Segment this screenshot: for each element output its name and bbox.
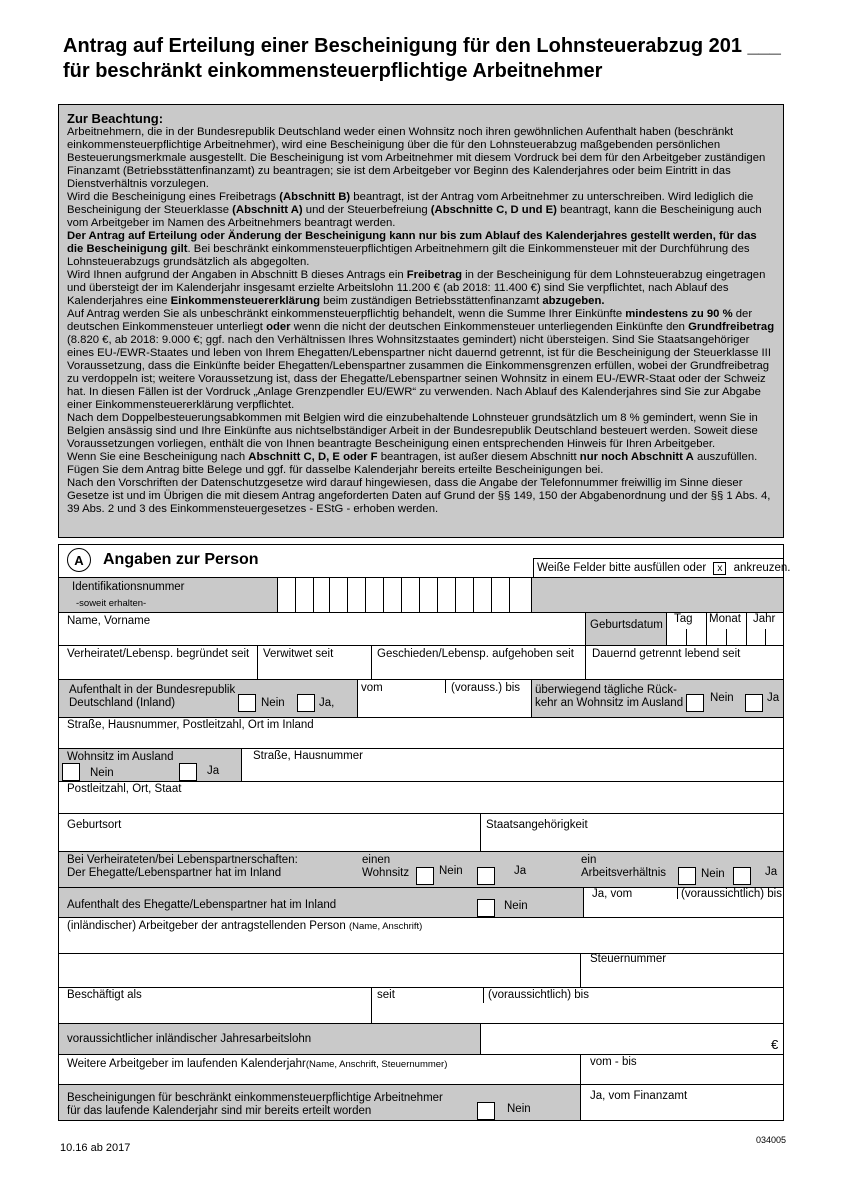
abroad-city-label: Postleitzahl, Ort, Staat [67,783,182,795]
stay-period-input[interactable] [358,693,530,717]
currency-euro: € [771,1037,779,1052]
spouse-employment-yes-label: Ja [765,866,778,878]
widowed-since-label: Verwitwet seit [263,648,334,660]
abroad-street-input[interactable] [242,763,784,781]
spouse-stay-label: Aufenthalt des Ehegatte/Lebenspartner hat im Inland [67,899,337,911]
stay-until-label: (vorauss.) bis [451,682,521,694]
abroad-yes-label: Ja [207,765,220,777]
day-label: Tag [674,613,693,625]
form-title-line1: Antrag auf Erteilung einer Bescheinigung für den Lohnsteuerabzug 201 ___ [63,35,781,57]
birthdate-label: Geburtsdatum [590,619,663,631]
certificates-office-input[interactable] [581,1105,784,1120]
notice-body [67,126,775,516]
month-label: Monat [709,613,741,625]
stay-yes-label: Ja, [319,697,335,709]
employment-inputs[interactable] [59,1003,784,1023]
abroad-no-label: Nein [90,767,114,779]
abroad-residence-label: Wohnsitz im Ausland [67,751,174,763]
spouse-stay-no-label: Nein [504,900,528,912]
spouse-stay-period-input[interactable] [584,901,784,917]
separated-since-label: Dauernd getrennt lebend seit [592,648,741,660]
spouse-employment-no-checkbox[interactable] [678,867,696,885]
return-yes-label: Ja [767,692,780,704]
fill-hint: Weiße Felder bitte ausfüllen oder x ankreuzen. [537,562,791,574]
notice-paragraph: Auf Antrag werden Sie als unbeschränkt einkommensteuerpflichtig behandelt, wenn die Summe Ihrer Einkünfte mindestens zu 90 % der deutschen Einkommensteuer unterliegt oder wenn die nicht der deutschen Einkommensteuer unterliegenden Einkünfte den Grundfreibetrag (8.820 €, ab 2018: 9.000 €; ggf. nach den Verhältnissen Ihres Wohnsitzstaates gemindert) nicht übersteigen. Sind Sie Staatsangehöriger eines EU-/EWR-Staates und leben von Ihrem Ehegatten/Lebenspartner nicht dauernd getrennt, ist für die Bescheinigung der Steuerklasse III Voraussetzung, dass die Einkünfte beider Ehegatten/Lebenspartner zusammen die Einkommensgrenzen erfüllen, wobei der Grundfreibetrag zu verdoppeln ist; weitere Voraussetzung ist, dass der Ehegatte/Lebenspartner seinen Wohnsitz in einem EU-/EWR-Staat oder der Schweiz hat. In diesen Fällen ist der Vordruck „Anlage Grenzpendler EU/EWR“ zu verwenden. Nach Ablauf des Kalenderjahres sind Sie zur Abgabe einer Einkommensteuererklärung verpflichtet. [67,308,775,411]
spouse-residence-no-checkbox[interactable] [416,867,434,885]
daily-return-label: überwiegend tägliche Rück- kehr an Wohnsitz im Ausland [535,684,684,709]
birthplace-label: Geburtsort [67,819,122,831]
abroad-city-input[interactable] [59,782,784,813]
section-a-title: Angaben zur Person [103,551,259,568]
spouse-stay-from-label: Ja, vom [592,888,633,900]
form-number: 034005 [756,1135,787,1145]
form-title [63,34,781,84]
nationality-label: Staatsangehörigkeit [486,819,588,831]
notice-paragraph: Wenn Sie eine Bescheinigung nach Abschnitt C, D, E oder F beantragen, ist außer diesem Abschnitt nur noch Abschnitt A auszufüllen. Fügen Sie dem Antrag bitte Belege und ggf. für dasselbe Kalenderjahr bereits erteilte Bescheinigungen bei. [67,451,758,476]
form-version: 10.16 ab 2017 [60,1142,131,1154]
abroad-yes-checkbox[interactable] [179,763,197,781]
certificates-no-label: Nein [507,1103,531,1115]
married-since-label: Verheiratet/Lebensp. begründet seit [67,648,250,660]
spouse-residence-yes-checkbox[interactable] [477,867,495,885]
employed-since-label: seit [377,989,395,1001]
employed-until-label: (voraussichtlich) bis [488,989,589,1001]
return-no-checkbox[interactable] [686,694,704,712]
notice-paragraph: Wird Ihnen aufgrund der Angaben in Abschnitt B dieses Antrags ein Freibetrag in der Bescheinigung für dem Lohnsteuerabzug eingetragen und übersteigt der im Kalenderjahr insgesamt erzielte Arbeitslohn 11.200 € (ab 2018: 11.400 €) sind Sie verpflichtet, nach Ablauf des Kalenderjahres eine Einkommensteuererklärung beim zuständigen Betriebsstättenfinanzamt abzugeben. [67,269,766,307]
stay-yes-checkbox[interactable] [297,694,315,712]
spouse-employment-yes-checkbox[interactable] [733,867,751,885]
id-sub-label: -soweit erhalten- [76,598,147,609]
other-employers-period-label: vom - bis [590,1056,637,1068]
certificates-no-checkbox[interactable] [477,1102,495,1120]
other-employers-label: Weitere Arbeitgeber im laufenden Kalenderjahr(Name, Anschrift, Steuernummer) [67,1058,448,1070]
abroad-no-checkbox[interactable] [62,763,80,781]
inland-address-label: Straße, Hausnummer, Postleitzahl, Ort im Inland [67,719,314,731]
section-a-form [58,544,791,1121]
spouse-residence-no-label: Nein [439,865,463,877]
birthplace-nationality-inputs[interactable] [59,832,784,851]
id-label: Identifikationsnummer [72,581,185,593]
notice-paragraph: Nach dem Doppelbesteuerungsabkommen mit Belgien wird die einzubehaltende Lohnsteuer grundsätzlich um 8 % gemindert, wenn Sie in Belgien ansässig sind und Ihre Einkünfte aus nichtselbständiger Arbeit in der Bundesrepublik Deutschland besteuert werden. Soweit diese Voraussetzungen vorliegen, enthält die von Ihnen beantragte Bescheinigung einen entsprechenden Hinweis für Ihren Arbeitgeber. [67,412,758,450]
employer-label: (inländischer) Arbeitgeber der antragstellenden Person (Name, Anschrift) [67,920,423,932]
stay-no-label: Nein [261,697,285,709]
abroad-street-label: Straße, Hausnummer [253,750,363,762]
other-employers-input[interactable] [59,1071,784,1084]
inland-address-input[interactable] [59,718,784,748]
notice-paragraph: Arbeitnehmern, die in der Bundesrepublik Deutschland weder einen Wohnsitz noch ihren gewöhnlichen Aufenthalt haben (beschränkt einkommensteuerpflichtige Arbeitnehmer), wird eine Bescheinigung über die für den Lohnsteuerabzug maßgebenden persönlichen Besteuerungsmerkmale ausgestellt. Die Bescheinigung ist vom Arbeitnehmer mit diesem Vordruck bei dem für den Arbeitgeber zuständigen Finanzamt (Betriebsstättenfinanzamt) zu beantragen; sie ist dem Arbeitgeber vor Beginn des Kalenderjahres oder beim Eintritt in das Dienstverhältnis vorzulegen. [67,126,766,190]
spouse-inland-label: Bei Verheirateten/bei Lebenspartnerschaften: Der Ehegatte/Lebenspartner hat im Inland [67,854,298,879]
spouse-employment-no-label: Nein [701,868,725,880]
x-sample-box: x [713,562,726,575]
section-a-badge: A [67,548,91,572]
marital-status-inputs[interactable] [59,646,784,679]
spouse-residence-yes-label: Ja [514,865,527,877]
certificates-label: Bescheinigungen für beschränkt einkommensteuerpflichtige Arbeitnehmer für das laufende Kalenderjahr sind mir bereits erteilt worden [67,1092,443,1117]
name-input[interactable] [59,613,585,645]
spouse-residence-label: einen Wohnsitz [362,854,410,879]
spouse-stay-no-checkbox[interactable] [477,899,495,917]
notice-heading: Zur Beachtung: [67,111,164,126]
return-yes-checkbox[interactable] [745,694,763,712]
divorced-since-label: Geschieden/Lebensp. aufgehoben seit [377,648,574,660]
stay-inland-label: Aufenthalt in der Bundesrepublik Deutschland (Inland) [69,684,236,709]
notice-box [58,104,784,538]
birthdate-input[interactable] [667,613,784,645]
name-label: Name, Vorname [67,615,151,627]
form-title-line2: für beschränkt einkommensteuerpflichtige Arbeitnehmer [63,60,603,82]
notice-paragraph: Der Antrag auf Erteilung oder Änderung der Bescheinigung kann nur bis zum Ablauf des Kalenderjahres gestellt werden, für das die Bescheinigung gilt. Bei beschränkt einkommensteuerpflichtigen Arbeitnehmern gilt die Einkommensteuer mit der Durchführung des Lohnsteuerabzugs grundsätzlich als abgegolten. [67,230,757,268]
spouse-employment-label: ein Arbeitsverhältnis [581,854,667,879]
stay-from-label: vom [361,682,383,694]
employer-input-line2[interactable] [59,954,784,987]
notice-paragraph: Nach den Vorschriften der Datenschutzgesetze wird darauf hingewiesen, dass die Angabe der Telefonnummer freiwillig im Sinne dieser Gesetze ist und im Übrigen die mit diesem Antrag angeforderten Daten auf Grund der §§ 149, 150 der Abgabenordnung und der §§ 1 Abs. 4, 39 Abs. 2 und 3 des Einkommensteuergesetzes - EStG - erhoben werden. [67,477,771,515]
annual-wage-input[interactable] [481,1024,771,1054]
annual-wage-label: voraussichtlicher inländischer Jahresarbeitslohn [67,1033,312,1045]
stay-no-checkbox[interactable] [238,694,256,712]
return-no-label: Nein [710,692,734,704]
year-label: Jahr [753,613,776,625]
spouse-stay-until-label: (voraussichtlich) bis [681,888,782,900]
employer-input-line1[interactable] [59,935,784,953]
certificates-office-label: Ja, vom Finanzamt [590,1090,688,1102]
employed-as-label: Beschäftigt als [67,989,142,1001]
notice-paragraph: Wird die Bescheinigung eines Freibetrags (Abschnitt B) beantragt, ist der Antrag vom Arbeitnehmer zu unterschreiben. Wird lediglich die Bescheinigung der Steuerklasse (Abschnitt A) und der Steuerbefreiung (Abschnitte C, D und E) beantragt, kann die Bescheinigung auch vom Arbeitgeber im Namen des Arbeitnehmers beantragt werden. [67,191,762,229]
tax-number-label: Steuernummer [590,953,667,965]
